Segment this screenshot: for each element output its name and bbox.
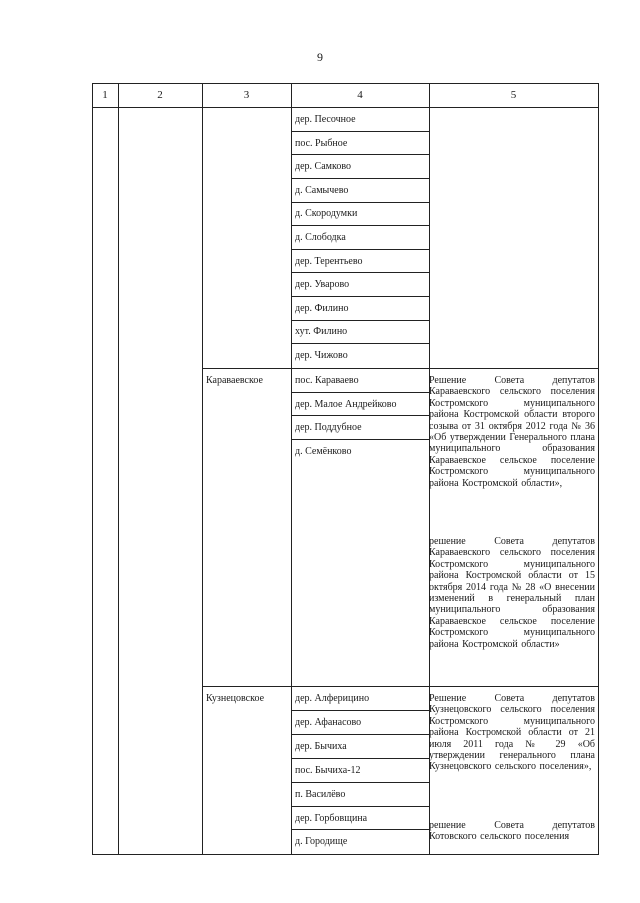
village-name: дер. Филино: [295, 303, 349, 314]
row-divider: [291, 343, 429, 344]
decision-text: Решение Совета депутатов Караваевского сельского поселения Костромского муниципального района Костромской области второго созыва от 31 октября 2012 года № 36 «Об утверждении Генерального плана муниципального образования Караваевское сельское поселение Костромского муниципального района Костромской области»,: [429, 375, 595, 489]
village-name: пос. Караваево: [295, 375, 359, 386]
row-divider: [291, 829, 429, 830]
row-divider: [291, 415, 429, 416]
page-number: 9: [317, 50, 323, 64]
village-name: д. Городище: [295, 836, 348, 847]
settlement-name: Кузнецовское: [206, 693, 265, 704]
row-divider: [291, 296, 429, 297]
row-divider: [291, 272, 429, 273]
village-name: п. Василёво: [295, 789, 346, 800]
header-cell: 3: [243, 89, 250, 101]
header-divider: [92, 107, 598, 108]
column-divider: [118, 83, 119, 855]
header-cell: 2: [157, 89, 163, 101]
column-divider: [202, 83, 203, 855]
header-cell: 1: [102, 89, 108, 101]
header-cell: 5: [510, 89, 517, 101]
group-divider: [202, 368, 598, 369]
decision-text: Решение Совета депутатов Кузнецовского сельского поселения Костромского муниципального района Костромской области от 21 июля 2011 года № 29 «Об утверждении генерального плана Кузнецовского сельского поселения»,: [429, 693, 595, 773]
village-name: дер. Чижово: [295, 350, 348, 361]
village-name: д. Семёнково: [295, 446, 352, 457]
header-cell: 4: [357, 89, 363, 101]
village-name: дер. Уварово: [295, 279, 350, 290]
group-divider: [202, 686, 598, 687]
village-name: дер. Горбовщина: [295, 813, 368, 824]
settlement-name: Караваевское: [206, 375, 263, 386]
village-name: дер. Терентьево: [295, 256, 363, 267]
table-border-left: [92, 83, 93, 855]
row-divider: [291, 392, 429, 393]
village-name: дер. Самково: [295, 161, 351, 172]
row-divider: [291, 178, 429, 179]
row-divider: [291, 320, 429, 321]
village-name: дер. Малое Андрейково: [295, 399, 397, 410]
column-divider: [291, 83, 292, 855]
decision-text: решение Совета депутатов Караваевского сельского поселения Костромского муниципального района Костромской области от 15 октября 2014 года № 28 «О внесении изменений в генеральный план муниципального образования Караваевское сельское поселение Костромского муниципального района Костромской области»: [429, 536, 595, 650]
village-name: хут. Филино: [295, 326, 348, 337]
row-divider: [291, 734, 429, 735]
registry-table: [92, 83, 598, 855]
decision-text: решение Совета депутатов Котовского сельского поселения: [429, 820, 595, 843]
row-divider: [291, 154, 429, 155]
row-divider: [291, 225, 429, 226]
table-border-right: [598, 83, 599, 855]
village-name: пос. Рыбное: [295, 138, 348, 149]
row-divider: [291, 439, 429, 440]
row-divider: [291, 758, 429, 759]
village-name: дер. Песочное: [295, 114, 356, 125]
row-divider: [291, 782, 429, 783]
row-divider: [291, 131, 429, 132]
row-divider: [291, 202, 429, 203]
village-name: дер. Алферицино: [295, 693, 370, 704]
village-name: дер. Афанасово: [295, 717, 362, 728]
village-name: пос. Бычиха-12: [295, 765, 361, 776]
village-name: д. Самычево: [295, 185, 349, 196]
village-name: дер. Бычиха: [295, 741, 347, 752]
row-divider: [291, 806, 429, 807]
village-name: д. Скородумки: [295, 208, 358, 219]
village-name: дер. Поддубное: [295, 422, 362, 433]
row-divider: [291, 249, 429, 250]
table-border-bottom: [92, 854, 598, 855]
row-divider: [291, 710, 429, 711]
village-name: д. Слободка: [295, 232, 346, 243]
